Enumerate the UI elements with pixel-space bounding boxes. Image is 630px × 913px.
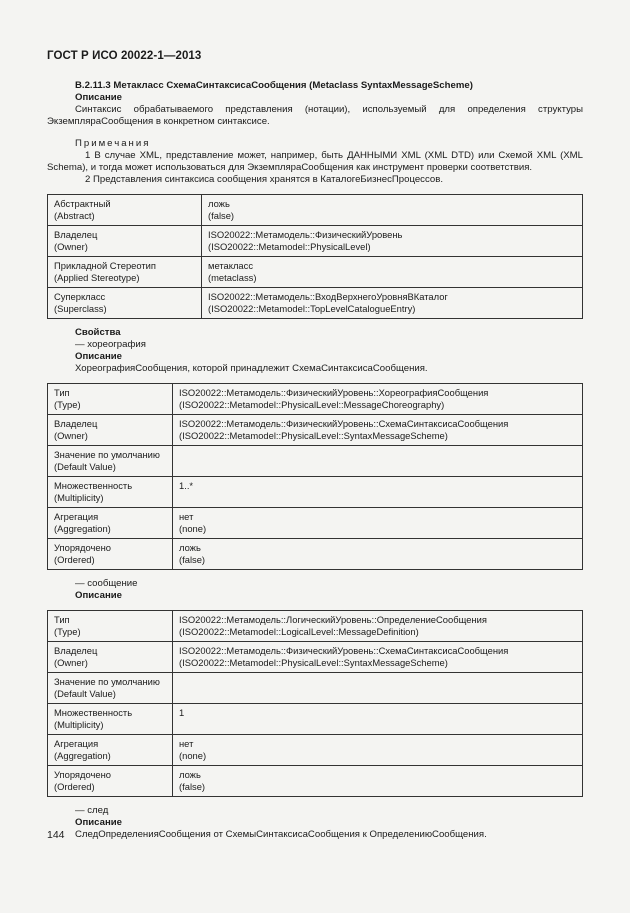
table-row [48, 477, 583, 508]
property-value-cell [173, 415, 583, 446]
name-ru: Тип [54, 614, 70, 625]
property-name-cell [48, 257, 202, 288]
property-value-cell [173, 384, 583, 415]
name-ru: Тип [54, 387, 70, 398]
table-row [48, 611, 583, 642]
table-row [48, 384, 583, 415]
table-row [48, 673, 583, 704]
property-name-cell [48, 539, 173, 570]
property-value-cell [173, 477, 583, 508]
name-en: (Type) [54, 399, 81, 410]
value-en: (ISO20022::Metamodel::TopLevelCatalogueEntry) [208, 303, 416, 314]
table-row [48, 766, 583, 797]
name-ru: Владелец [54, 418, 98, 429]
property-value-cell [173, 673, 583, 704]
value-en: (none) [179, 523, 207, 534]
property-value-cell [173, 446, 583, 477]
property-value-cell [173, 704, 583, 735]
property-trace: — след [75, 805, 109, 816]
value-en: (false) [179, 554, 206, 565]
standard-header: ГОСТ Р ИСО 20022-1—2013 [47, 50, 202, 62]
name-en: (Aggregation) [54, 523, 111, 534]
property-value-cell [202, 226, 583, 257]
property-name-cell [48, 477, 173, 508]
value-ru: ISO20022::Метамодель::ФизическийУровень::ХореографияСообщения [179, 387, 489, 398]
value-en [179, 688, 576, 700]
value-en: (ISO20022::Metamodel::PhysicalLevel::SyntaxMessageScheme) [179, 657, 448, 668]
property-description-text: ХореографияСообщения, которой принадлежит СхемаСинтаксисаСообщения. [75, 363, 428, 374]
value-en [179, 492, 576, 504]
property-value-cell [173, 766, 583, 797]
value-en: (ISO20022::Metamodel::LogicalLevel::MessageDefinition) [179, 626, 419, 637]
table-row [48, 539, 583, 570]
property-value-cell [173, 642, 583, 673]
name-en: (Owner) [54, 241, 88, 252]
name-en: (Aggregation) [54, 750, 111, 761]
property-value-cell [173, 539, 583, 570]
table-row [48, 288, 583, 319]
name-en: (Default Value) [54, 461, 116, 472]
property-description-heading: Описание [75, 351, 122, 362]
value-ru: метакласс [208, 260, 254, 271]
property-name-cell [48, 226, 202, 257]
name-en: (Default Value) [54, 688, 116, 699]
value-en [179, 461, 576, 473]
name-ru: Владелец [54, 645, 98, 656]
table-row [48, 415, 583, 446]
name-ru: Упорядочено [54, 769, 111, 780]
name-en: (Multiplicity) [54, 719, 104, 730]
property-name-cell [48, 642, 173, 673]
section-title: В.2.11.3 Метакласс СхемаСинтаксисаСообщения (Metaclass SyntaxMessageScheme) [75, 80, 473, 91]
name-ru: Множественность [54, 480, 133, 491]
value-ru: нет [179, 511, 194, 522]
table-row [48, 446, 583, 477]
property-name-cell [48, 288, 202, 319]
value-ru: ISO20022::Метамодель::ФизическийУровень [208, 229, 403, 240]
property-trace-description-text: СледОпределенияСообщения от СхемыСинтаксисаСообщения к ОпределениюСообщения. [75, 829, 487, 840]
property-name-cell [48, 508, 173, 539]
property-name-cell [48, 195, 202, 226]
notes-title: Примечания [75, 138, 151, 149]
note-1: 1 В случае XML, представление может, например, быть ДАННЫМИ XML (XML DTD) или Схемой XML (XML Schema), и тогда может использоваться для ЭкземпляраСообщения как инструмент проверки соответствия. [47, 150, 583, 173]
value-ru: 1..* [179, 480, 194, 491]
name-en: (Owner) [54, 430, 88, 441]
name-en: (Ordered) [54, 554, 95, 565]
name-en: (Ordered) [54, 781, 95, 792]
value-en: (false) [179, 781, 206, 792]
table1-body [48, 195, 583, 319]
name-ru: Суперкласс [54, 291, 106, 302]
property-name-cell [48, 766, 173, 797]
value-ru [179, 676, 576, 688]
value-ru: ложь [179, 769, 201, 780]
choreography-table [47, 383, 583, 570]
table-row [48, 226, 583, 257]
property-trace-description-heading: Описание [75, 817, 122, 828]
value-ru: ложь [208, 198, 230, 209]
note-2: 2 Представления синтаксиса сообщения хранятся в КаталогеБизнесПроцессов. [85, 174, 443, 185]
page-content [47, 80, 583, 841]
value-ru: ISO20022::Метамодель::ЛогическийУровень::ОпределениеСообщения [179, 614, 487, 625]
table-row [48, 735, 583, 766]
property-message: — сообщение [75, 578, 138, 589]
property-value-cell [202, 257, 583, 288]
property-name-cell [48, 415, 173, 446]
property-value-cell [173, 508, 583, 539]
value-en: (none) [179, 750, 207, 761]
message-table [47, 610, 583, 797]
name-ru: Агрегация [54, 738, 99, 749]
value-en: (ISO20022::Metamodel::PhysicalLevel::SyntaxMessageScheme) [179, 430, 448, 441]
name-en: (Type) [54, 626, 81, 637]
metaclass-table [47, 194, 583, 319]
name-en: (Applied Stereotype) [54, 272, 140, 283]
table-row [48, 195, 583, 226]
value-ru [179, 449, 576, 461]
property-value-cell [202, 195, 583, 226]
property-name-cell [48, 704, 173, 735]
name-en: (Abstract) [54, 210, 95, 221]
name-ru: Значение по умолчанию [54, 449, 160, 460]
page-number: 144 [47, 829, 65, 841]
table2-body [48, 384, 583, 570]
table-row [48, 508, 583, 539]
value-en [179, 719, 576, 731]
value-en: (ISO20022::Metamodel::PhysicalLevel) [208, 241, 371, 252]
property-name-cell [48, 735, 173, 766]
name-en: (Superclass) [54, 303, 107, 314]
table-row [48, 704, 583, 735]
value-ru: нет [179, 738, 194, 749]
name-ru: Агрегация [54, 511, 99, 522]
property-name-cell [48, 446, 173, 477]
property-name-cell [48, 673, 173, 704]
property-name-cell [48, 384, 173, 415]
property-value-cell [173, 735, 583, 766]
value-ru: ISO20022::Метамодель::ВходВерхнегоУровняВКаталог [208, 291, 448, 302]
name-ru: Абстрактный [54, 198, 111, 209]
description-text: Синтаксис обрабатываемого представления (нотации), используемый для определения структуры ЭкземпляраСообщения в конкретном синтаксисе. [47, 104, 583, 127]
value-ru: ISO20022::Метамодель::ФизическийУровень::СхемаСинтаксисаСообщения [179, 418, 509, 429]
name-ru: Упорядочено [54, 542, 111, 553]
name-ru: Владелец [54, 229, 98, 240]
property-value-cell [202, 288, 583, 319]
value-en: (metaclass) [208, 272, 257, 283]
value-en: (ISO20022::Metamodel::PhysicalLevel::MessageChoreography) [179, 399, 445, 410]
property-choreography: — хореография [75, 339, 146, 350]
name-en: (Multiplicity) [54, 492, 104, 503]
properties-title: Свойства [75, 327, 121, 338]
value-ru: ложь [179, 542, 201, 553]
value-ru: 1 [179, 707, 185, 718]
name-en: (Owner) [54, 657, 88, 668]
table-row [48, 257, 583, 288]
description-heading: Описание [75, 92, 122, 103]
name-ru: Значение по умолчанию [54, 676, 160, 687]
name-ru: Множественность [54, 707, 133, 718]
property-value-cell [173, 611, 583, 642]
property-message-description-heading: Описание [75, 590, 122, 601]
property-name-cell [48, 611, 173, 642]
name-ru: Прикладной Стереотип [54, 260, 156, 271]
table-row [48, 642, 583, 673]
value-ru: ISO20022::Метамодель::ФизическийУровень::СхемаСинтаксисаСообщения [179, 645, 509, 656]
value-en: (false) [208, 210, 235, 221]
table3-body [48, 611, 583, 797]
